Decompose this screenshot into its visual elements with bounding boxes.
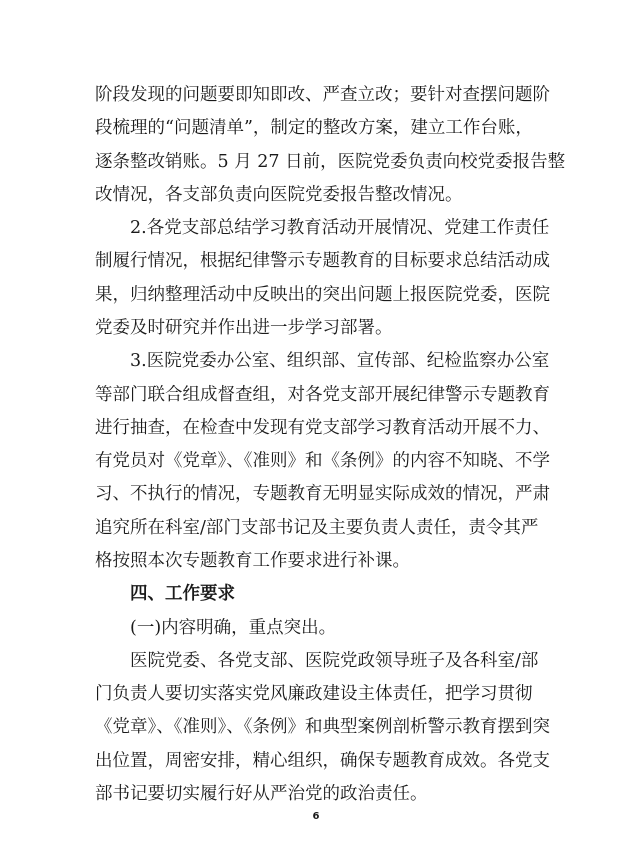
text-line: [0, 216, 632, 240]
line-text: 习、不执行的情况，专题教育无明显实际成效的情况，严肃: [95, 484, 550, 504]
line-text: 进行抽查，在检查中发现有党支部学习教育活动开展不力、: [95, 418, 550, 438]
line-text: 医院党委、各党支部、医院党政领导班子及各科室/部: [130, 651, 539, 671]
text-line: [0, 416, 632, 440]
line-text: 追究所在科室/部门支部书记及主要负责人责任，责令其严: [95, 518, 539, 538]
text-line: [0, 549, 632, 573]
line-text: 逐条整改销账。5 月 27 日前，医院党委负责向校党委报告整: [95, 152, 566, 172]
text-line: [0, 116, 632, 140]
text-line: [0, 782, 632, 806]
line-text: 阶段发现的问题要即知即改、严查立改；要针对查摆问题阶: [95, 85, 550, 105]
line-text: 等部门联合组成督查组，对各党支部开展纪律警示专题教育: [95, 385, 550, 405]
text-line: [0, 749, 632, 773]
section-heading: [0, 582, 632, 606]
line-text: 果，归纳整理活动中反映出的突出问题上报医院党委，医院: [95, 285, 550, 305]
text-line: [0, 283, 632, 307]
line-text: 门负责人要切实落实党风廉政建设主体责任，把学习贯彻: [95, 684, 533, 704]
line-text: 《党章》、《准则》、《条例》和典型案例剖析警示教育摆到突: [95, 717, 550, 737]
section-heading-text: 四、工作要求: [130, 584, 235, 604]
line-text: 出位置，周密安排，精心组织，确保专题教育成效。各党支: [95, 751, 550, 771]
text-line: [0, 516, 632, 540]
text-line: [0, 150, 632, 174]
subsection-heading: [0, 616, 632, 640]
text-line: [0, 449, 632, 473]
text-line: [0, 649, 632, 673]
line-text: 有党员对《党章》、《准则》和《条例》的内容不知晓、不学: [95, 451, 550, 471]
line-text: 3.医院党委办公室、组织部、宣传部、纪检监察办公室: [130, 351, 550, 371]
text-line: [0, 482, 632, 506]
text-line: [0, 249, 632, 273]
line-text: 格按照本次专题教育工作要求进行补课。: [95, 551, 410, 571]
text-line: [0, 349, 632, 373]
text-line: [0, 715, 632, 739]
text-line: [0, 183, 632, 207]
line-text: 制履行情况，根据纪律警示专题教育的目标要求总结活动成: [95, 251, 550, 271]
line-text: 党委及时研究并作出进一步学习部署。: [95, 318, 393, 338]
line-text: 改情况，各支部负责向医院党委报告整改情况。: [95, 185, 463, 205]
text-line: [0, 682, 632, 706]
subsection-heading-text: (一)内容明确，重点突出。: [130, 618, 337, 638]
text-line: [0, 383, 632, 407]
line-text: 段梳理的“问题清单”，制定的整改方案，建立工作台账，: [95, 118, 533, 138]
text-line: [0, 316, 632, 340]
line-text: 2.各党支部总结学习教育活动开展情况、党建工作责任: [130, 218, 550, 238]
page-number: 6: [312, 811, 320, 822]
text-line: [0, 83, 632, 107]
line-text: 部书记要切实履行好从严治党的政治责任。: [95, 784, 428, 804]
